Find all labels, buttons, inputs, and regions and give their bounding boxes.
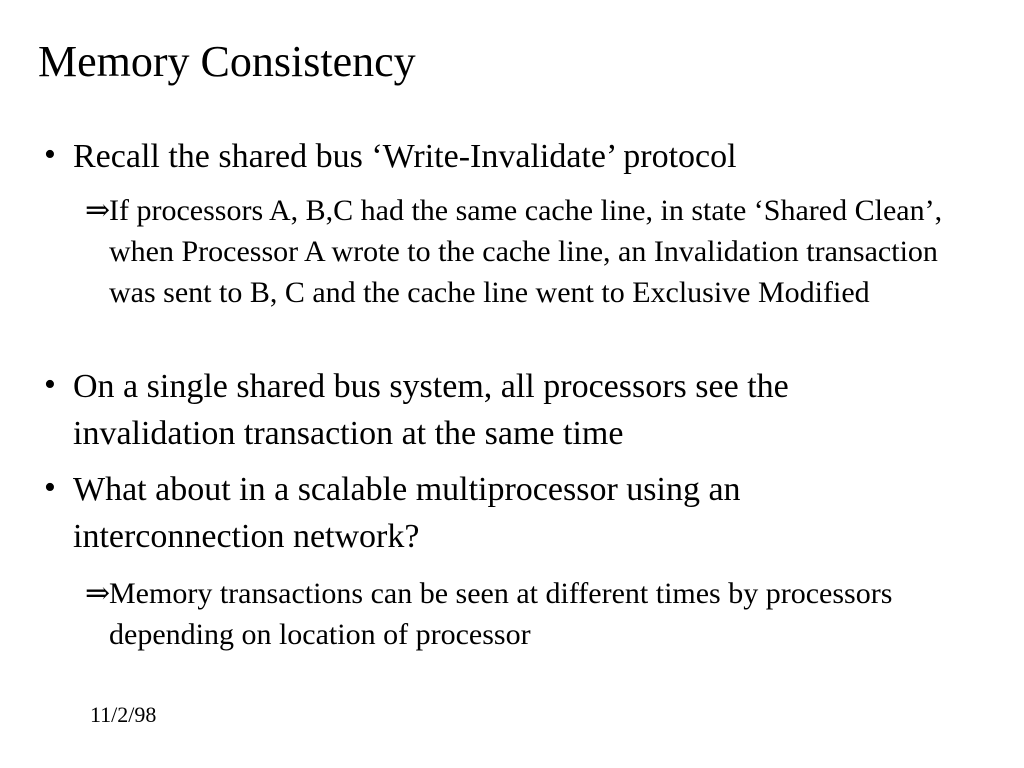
bullet-text: On a single shared bus system, all processors see the invalidation transaction at the same time [73,368,789,452]
bullet-icon: • [44,366,56,403]
slide-title: Memory Consistency [38,37,416,86]
bullet-icon: • [44,469,56,506]
bullet-text: What about in a scalable multiprocessor using an interconnection network? [73,471,741,555]
bullet-item [44,363,953,457]
bullet-text: Recall the shared bus ‘Write-Invalidate’ protocol [73,138,737,175]
arrow-icon: ⇒ [85,194,111,227]
sub-bullet-item [85,573,954,655]
bullet-item [44,133,953,180]
sub-bullet-text: Memory transactions can be seen at different times by processors depending on location of processor [109,577,893,651]
sub-bullet-text: If processors A, B,C had the same cache line, in state ‘Shared Clean’, when Processor A wrote to the cache line, an Invalidation transaction was sent to B, C and the cache line went to Exclusive Modified [109,194,943,309]
arrow-icon: ⇒ [85,577,111,610]
sub-bullet-item [85,190,954,313]
slide-date: 11/2/98 [90,702,157,727]
bullet-item [44,466,953,560]
bullet-icon: • [44,136,56,173]
